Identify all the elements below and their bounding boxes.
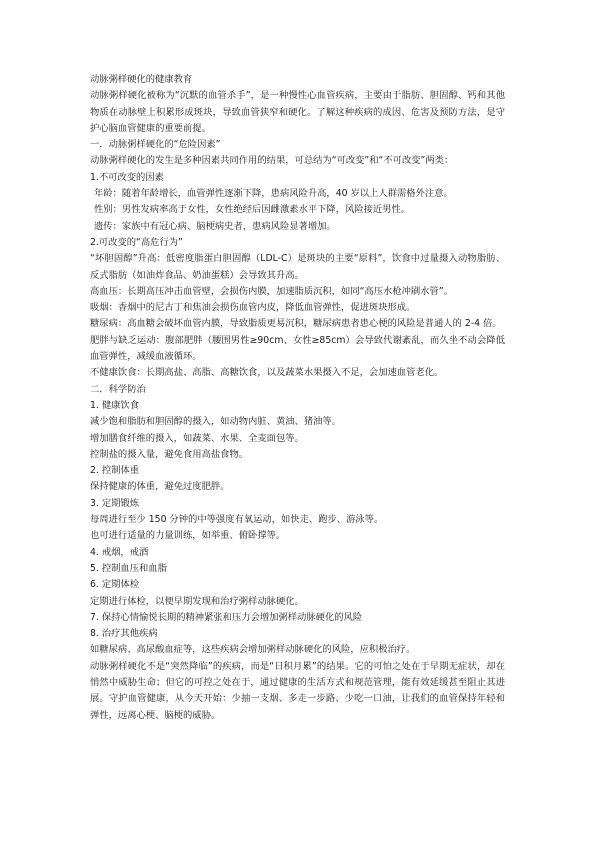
item-exercise: 3. 定期锻炼 — [90, 497, 140, 509]
factor-genetics: 遗传：家族中有冠心病、脑梗病史者，患病风险显著增加。 — [94, 220, 336, 232]
exercise-tip-1: 每周进行至少 150 分钟的中等强度有氧运动，如快走、跑步、游泳等。 — [90, 514, 384, 526]
diet-tip-1: 减少饱和脂肪和胆固醇的摄入，如动物内脏、黄油、猪油等。 — [90, 416, 342, 428]
factor-gender: 性别：男性发病率高于女性，女性绝经后因雌激素水平下降，风险接近男性。 — [94, 204, 411, 216]
section-heading-prevention: 二．科学防治 — [90, 383, 146, 395]
factor-smoking: 吸烟：香烟中的尼古丁和焦油会损伤血管内皮，降低血管弹性，促进斑块形成。 — [90, 302, 416, 314]
checkup-tip: 定期进行体检，以便早期发现和治疗粥样动脉硬化。 — [90, 595, 304, 607]
exercise-tip-2: 也可进行适量的力量训练，如举重、俯卧撑等。 — [90, 530, 286, 542]
weight-tip: 保持健康的体重，避免过度肥胖。 — [90, 481, 230, 493]
item-treat-other-diseases: 8. 治疗其他疾病 — [90, 628, 158, 640]
diet-tip-2: 增加膳食纤维的摄入，如蔬菜、水果、全麦面包等。 — [90, 432, 304, 444]
item-quit-smoking-drinking: 4. 戒烟，戒酒 — [90, 546, 149, 558]
item-mood: 7. 保持心情愉悦长期的精神紧张和压力会增加粥样动脉硬化的风险 — [90, 611, 363, 623]
factor-bad-cholesterol: “坏胆固醇”升高：低密度脂蛋白胆固醇（LDL-C）是斑块的主要“原料”，饮食中过量摄入动物脂肪、反式脂肪（如油炸食品、奶油蛋糕）会导致其升高。 — [90, 253, 505, 281]
risk-factors-intro: 动脉粥样硬化的发生是多种因素共同作用的结果，可总结为“可改变”和“不可改变”两类： — [90, 155, 454, 167]
item-healthy-diet: 1. 健康饮食 — [90, 399, 140, 411]
conclusion-paragraph: 动脉粥样硬化不是“突然降临”的疾病，而是“日积月累”的结果。它的可怕之处在于早期无症状，却在悄然中威胁生命；但它的可控之处在于，通过健康的生活方式和规范管理，能有效延缓甚至阻止其进展。守护血管健康，从今天开始：少抽一支烟、多走一步路、少吃一口油，让我们的血管保持年轻和弹性，远离心梗、脑梗的威胁。 — [90, 660, 505, 721]
factor-hypertension: 高血压：长期高压冲击血管壁，会损伤内膜，加速脂质沉积，如同“高压水枪冲刷水管”。 — [90, 285, 453, 297]
treat-tip: 如糖尿病、高尿酸血症等，这些疾病会增加粥样动脉硬化的风险，应积极治疗。 — [90, 644, 416, 656]
factor-age: 年龄：随着年龄增长，血管弹性逐渐下降，患病风险升高，40 岁以上人群需格外注意。 — [94, 188, 453, 200]
factor-unhealthy-diet: 不健康饮食：长期高盐、高脂、高糖饮食，以及蔬菜水果摄入不足，会加速血管老化。 — [90, 367, 444, 379]
factor-obesity: 肥胖与缺乏运动：腹部肥胖（腰围男性≥90cm、女性≥85cm）会导致代谢紊乱，而久坐不动会降低血管弹性，减缓血液循环。 — [90, 334, 505, 363]
section-heading-risk-factors: 一．动脉粥样硬化的“危险因素” — [90, 139, 221, 151]
document-body — [90, 72, 505, 724]
factor-diabetes: 糖尿病：高血糖会破坏血管内膜，导致脂质更易沉积，糖尿病患者患心梗的风险是普通人的 2-4 倍。 — [90, 318, 502, 330]
intro-paragraph: 动脉粥样硬化被称为“沉默的血管杀手”，是一种慢性心血管疾病，主要由于脂肪、胆固醇、钙和其他物质在动脉壁上积累形成斑块，导致血管狭窄和硬化。了解这种疾病的成因、危害及预防方法，是守护心脑血管健康的重要前提。 — [90, 90, 505, 134]
subheading-changeable-behaviors: 2.可改变的“高危行为” — [90, 236, 183, 248]
document-title: 动脉粥样硬化的健康教育 — [90, 74, 193, 85]
item-weight-control: 2. 控制体重 — [90, 465, 140, 477]
item-checkup: 6. 定期体检 — [90, 579, 140, 591]
diet-tip-3: 控制盐的摄入量，避免食用高盐食物。 — [90, 448, 249, 460]
subheading-unchangeable-factors: 1.不可改变的因素 — [90, 171, 164, 183]
item-control-bp-lipids: 5. 控制血压和血脂 — [90, 562, 167, 574]
